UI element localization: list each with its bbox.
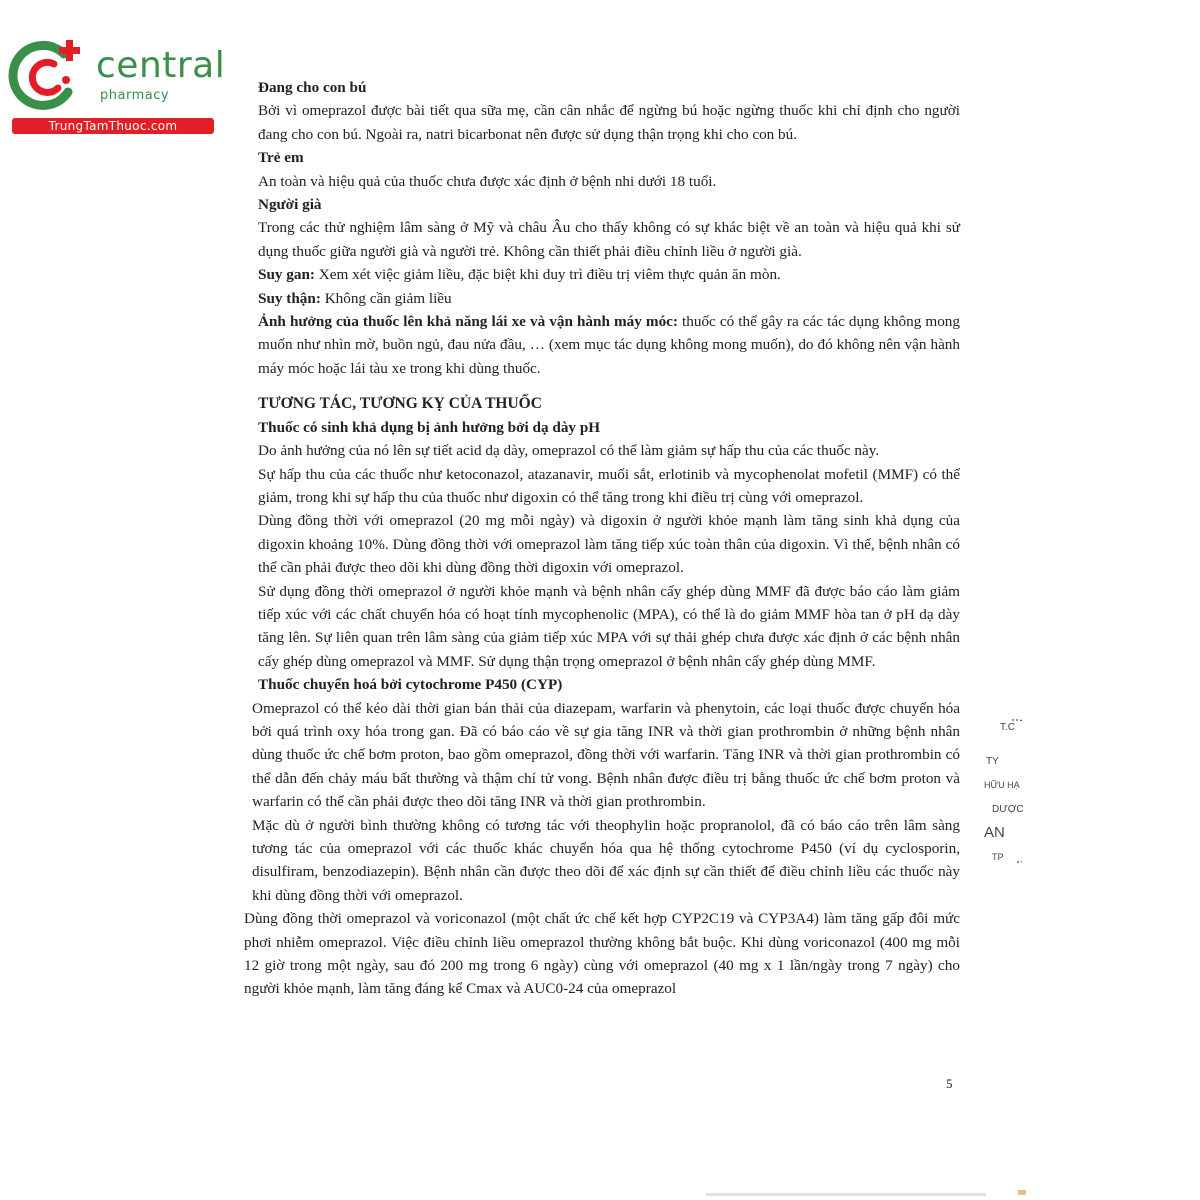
logo-sub-text: pharmacy bbox=[100, 88, 170, 103]
footer-mark bbox=[1018, 1190, 1026, 1195]
paragraph-16 bbox=[244, 697, 960, 814]
paragraph-text: Dùng đồng thời với omeprazol (20 mg mỗi ngày) và digoxin ở người khỏe mạnh làm tăng sinh khả dụng của digoxin khoảng 10%. Dùng đồng thời với omeprazol làm tăng tiếp xúc toàn thân của digoxin. Vì thế, bệnh nhân có thể cần phải được theo dõi khi dùng đồng thời digoxin với omeprazol. bbox=[258, 512, 960, 577]
paragraph-10 bbox=[244, 416, 960, 439]
paragraph-4 bbox=[244, 193, 960, 216]
footer-scan-line bbox=[706, 1193, 986, 1196]
paragraph-2 bbox=[244, 146, 960, 169]
paragraph-14 bbox=[244, 580, 960, 674]
central-pharmacy-logo bbox=[8, 34, 226, 134]
paragraph-text: Đang cho con bú bbox=[258, 79, 367, 96]
stamp-text: DƯỢC bbox=[992, 804, 1024, 815]
paragraph-text: Thuốc có sinh khả dụng bị ảnh hưởng bởi dạ dày pH bbox=[258, 418, 601, 436]
page-number: 5 bbox=[946, 1076, 953, 1091]
paragraph-8 bbox=[244, 310, 960, 380]
paragraph-15 bbox=[244, 673, 960, 696]
document-body bbox=[244, 76, 960, 1001]
stamp-ring-icon bbox=[982, 716, 1022, 866]
paragraph-11 bbox=[244, 439, 960, 462]
paragraph-13 bbox=[244, 509, 960, 579]
stamp-text: HỮU HẠ bbox=[984, 780, 1020, 790]
paragraph-12 bbox=[244, 463, 960, 510]
paragraph-3 bbox=[244, 170, 960, 193]
paragraph-text: Trong các thử nghiệm lâm sàng ở Mỹ và châu Âu cho thấy không có sự khác biệt về an toàn và hiệu quả khi sử dụng thuốc giữa người già và người trẻ. Không cần thiết phải điều chỉnh liều ở người già. bbox=[258, 219, 960, 260]
paragraph-text: thuốc có thể gây ra các tác dụng không mong muốn như nhìn mờ, buồn ngủ, đau nửa đầu, … (xem mục tác dụng không mong muốn), do đó không nên vận hành máy móc hoặc lái tàu xe trong khi dùng thuốc. bbox=[258, 313, 960, 377]
paragraph-6 bbox=[244, 263, 960, 286]
paragraph-text: TƯƠNG TÁC, TƯƠNG KỴ CỦA THUỐC bbox=[258, 395, 542, 413]
paragraph-18 bbox=[244, 907, 960, 1001]
paragraph-text: Dùng đồng thời omeprazol và voriconazol (một chất ức chế kết hợp CYP2C19 và CYP3A4) làm tăng gấp đôi mức phơi nhiễm omeprazol. Việc điều chỉnh liều omeprazol thường không bắt buộc. Khi dùng voriconazol (400 mg mỗi 12 giờ trong một ngày, sau đó 200 mg trong 6 ngày) cùng với omeprazol (40 mg x 1 lần/ngày trong 7 ngày) cho người khỏe mạnh, làm tăng đáng kể Cmax và AUC0-24 của omeprazol bbox=[244, 910, 960, 998]
paragraph-text: Sự hấp thu của các thuốc như ketoconazol, atazanavir, muối sắt, erlotinib và mycophenolat mofetil (MMF) có thể giảm, trong khi sự hấp thu của thuốc như digoxin có thể tăng trong khi điều trị cùng với omeprazol. bbox=[258, 465, 960, 506]
paragraph-text: Không cần giảm liều bbox=[320, 289, 452, 307]
paragraph-1 bbox=[244, 99, 960, 146]
paragraph-7 bbox=[244, 287, 960, 310]
paragraph-text: Do ảnh hưởng của nó lên sự tiết acid dạ dày, omeprazol có thể làm giảm sự hấp thu của các thuốc này. bbox=[258, 442, 880, 460]
logo-brand-text: central bbox=[96, 45, 226, 86]
stamp-text: T.C bbox=[1000, 722, 1015, 733]
paragraph-5 bbox=[244, 216, 960, 263]
paragraph-text: Omeprazol có thể kéo dài thời gian bán thải của diazepam, warfarin và phenytoin, các loại thuốc được chuyển hóa bởi quá trình oxy hóa trong gan. Đã có báo cáo về sự gia tăng INR và thời gian prothrombin ở những bệnh nhân dùng thuốc ức chế bơm proton, bao gồm omeprazol, đồng thời với warfarin. Tăng INR và thời gian prothrombin có thể dẫn đến chảy máu bất thường và thậm chí tử vong. Bệnh nhân được điều trị bằng thuốc ức chế bơm proton và warfarin có thể cần phải được theo dõi tăng INR và thời gian prothrombin. bbox=[252, 699, 960, 811]
paragraph-text: Mặc dù ở người bình thường không có tương tác với theophylin hoặc propranolol, đã có báo cáo trên lâm sàng tương tác của omeprazol với các thuốc khác chuyển hóa qua hệ thống cytochrome P450 (ví dụ cyclosporin, disulfiram, benzodiazepin). Bệnh nhân cần được theo dõi để xác định sự cần thiết để điều chỉnh liều các thuốc này khi dùng đồng thời với omeprazol. bbox=[252, 816, 960, 904]
paragraph-text: Thuốc chuyển hoá bởi cytochrome P450 (CYP) bbox=[258, 676, 563, 694]
paragraph-text: Xem xét việc giảm liều, đặc biệt khi duy trì điều trị viêm thực quản ăn mòn. bbox=[314, 266, 781, 284]
paragraph-17 bbox=[244, 814, 960, 908]
paragraph-text: An toàn và hiệu quả của thuốc chưa được xác định ở bệnh nhi dưới 18 tuổi. bbox=[258, 172, 717, 190]
paragraph-label: Suy thận: bbox=[258, 289, 321, 307]
paragraph-text: Sử dụng đồng thời omeprazol ở người khỏe mạnh và bệnh nhân cấy ghép dùng MMF đã được báo cáo làm giảm tiếp xúc với các chất chuyển hóa có hoạt tính mycophenolic (MPA), có thể là do giảm MMF hòa tan ở pH dạ dày tăng lên. Sự liên quan trên lâm sàng của giảm tiếp xúc MPA với sự thải ghép chưa được xác định ở các bệnh nhân cấy ghép dùng omeprazol và MMF. Sử dụng thận trọng omeprazol ở bệnh nhân cấy ghép dùng MMF. bbox=[258, 582, 960, 670]
stamp-text: TP bbox=[992, 852, 1004, 862]
paragraph-label: Suy gan: bbox=[258, 266, 315, 284]
paragraph-0 bbox=[244, 76, 960, 99]
logo-website-banner: TrungTamThuoc.com bbox=[12, 118, 214, 134]
company-stamp bbox=[982, 716, 1022, 866]
stamp-text: AN bbox=[984, 824, 1005, 841]
paragraph-9 bbox=[244, 392, 960, 415]
paragraph-text: Trẻ em bbox=[258, 149, 304, 167]
paragraph-text: Bởi vì omeprazol được bài tiết qua sữa mẹ, cần cân nhắc để ngừng bú hoặc ngừng thuốc khi chỉ định cho người đang cho con bú. Ngoài ra, natri bicarbonat nên được sử dụng thận trọng khi cho con bú. bbox=[258, 102, 960, 143]
stamp-text: TY bbox=[986, 756, 999, 767]
pharmacy-logo-icon bbox=[8, 34, 92, 118]
paragraph-text: Người già bbox=[258, 196, 322, 214]
paragraph-label: Ảnh hưởng của thuốc lên khả năng lái xe và vận hành máy móc: bbox=[258, 313, 678, 331]
